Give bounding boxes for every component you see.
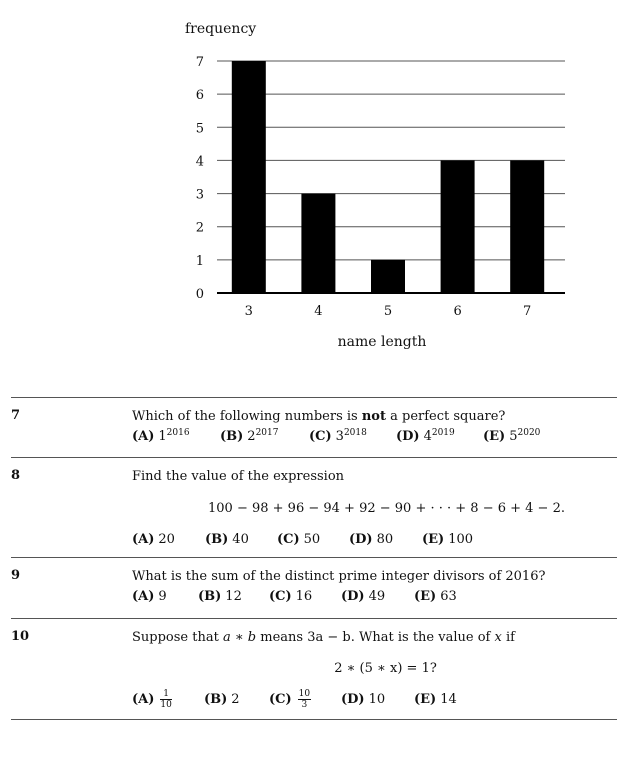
- x-tick-labels: [245, 304, 532, 319]
- bar-6: [441, 160, 475, 293]
- choice-e[interactable]: (E) 14: [414, 692, 457, 707]
- problem-number: 10: [11, 629, 30, 644]
- y-axis-label: frequency: [185, 21, 257, 37]
- bar-chart: [0, 0, 638, 380]
- bar-5: [371, 260, 405, 293]
- choice-c[interactable]: (C) 16: [269, 589, 313, 604]
- problem-7: [11, 397, 617, 457]
- choice-b[interactable]: (B) 2: [204, 692, 240, 707]
- choice-c[interactable]: (C) $3^{2018}$: [309, 428, 367, 444]
- choice-d[interactable]: (D) 49: [341, 589, 386, 604]
- bar-3: [232, 61, 266, 293]
- answer-choices: [132, 427, 617, 447]
- choice-a[interactable]: (A) 20: [132, 532, 175, 547]
- choice-e[interactable]: (E) $5^{2020}$: [483, 428, 541, 444]
- y-tick-label: 4: [195, 154, 204, 170]
- choice-a[interactable]: (A) $1^{2016}$: [132, 428, 190, 444]
- problem-number: 8: [11, 468, 21, 483]
- choice-e[interactable]: (E) 63: [414, 589, 457, 604]
- answer-choices: [132, 587, 617, 607]
- fraction: $\frac{1}{10}$: [160, 689, 172, 710]
- y-tick-labels: [196, 55, 204, 302]
- choice-c[interactable]: (C) 50: [277, 532, 321, 547]
- problem-8: [11, 457, 617, 557]
- choice-b[interactable]: (B) $2^{2017}$: [220, 428, 279, 444]
- choice-d[interactable]: (D) 80: [349, 532, 394, 547]
- math-expression: 2 ∗ (5 ∗ x) = 1?: [334, 661, 437, 676]
- problem-prompt: What is the sum of the distinct prime integer divisors of 2016?: [132, 569, 546, 584]
- math-expression: 100 − 98 + 96 − 94 + 92 − 90 + · · · + 8 − 6 + 4 − 2.: [208, 501, 565, 516]
- choice-a[interactable]: (A) 9: [132, 589, 167, 604]
- x-tick-label: 5: [383, 304, 393, 319]
- problem-number: 7: [11, 408, 21, 423]
- bars: [232, 61, 544, 293]
- problem-prompt: Find the value of the expression: [132, 469, 345, 484]
- y-tick-label: 0: [195, 287, 204, 302]
- choice-c[interactable]: (C) $\frac{10}{3}$: [269, 689, 311, 710]
- choice-a[interactable]: (A) $\frac{1}{10}$: [132, 689, 172, 710]
- problem-prompt: Which of the following numbers is not a perfect square?: [132, 409, 506, 424]
- bar-7: [510, 160, 544, 293]
- y-tick-label: 2: [195, 220, 204, 236]
- problem-10: [11, 618, 617, 720]
- choice-d[interactable]: (D) 10: [341, 692, 386, 707]
- choice-d[interactable]: (D) $4^{2019}$: [396, 428, 455, 444]
- y-tick-label: 3: [195, 187, 204, 203]
- y-tick-label: 7: [195, 55, 204, 70]
- x-tick-label: 3: [244, 304, 253, 319]
- x-axis-label: name length: [337, 334, 427, 350]
- x-tick-label: 4: [314, 304, 323, 319]
- bar-4: [301, 194, 335, 293]
- answer-choices: [132, 688, 617, 712]
- y-tick-label: 5: [195, 121, 204, 137]
- fraction: $\frac{10}{3}$: [298, 689, 311, 710]
- answer-choices: [132, 530, 617, 550]
- choice-e[interactable]: (E) 100: [422, 532, 474, 547]
- problem-9: [11, 557, 617, 618]
- problem-prompt: Suppose that a ∗ b means 3a − b. What is the value of x if: [132, 630, 515, 645]
- problem-number: 9: [11, 568, 21, 583]
- x-tick-label: 7: [523, 304, 532, 319]
- choice-b[interactable]: (B) 12: [198, 589, 242, 604]
- problem-list: [11, 397, 617, 720]
- y-tick-label: 1: [195, 253, 204, 269]
- y-tick-label: 6: [195, 88, 204, 104]
- x-tick-label: 6: [453, 304, 462, 319]
- choice-b[interactable]: (B) 40: [205, 532, 249, 547]
